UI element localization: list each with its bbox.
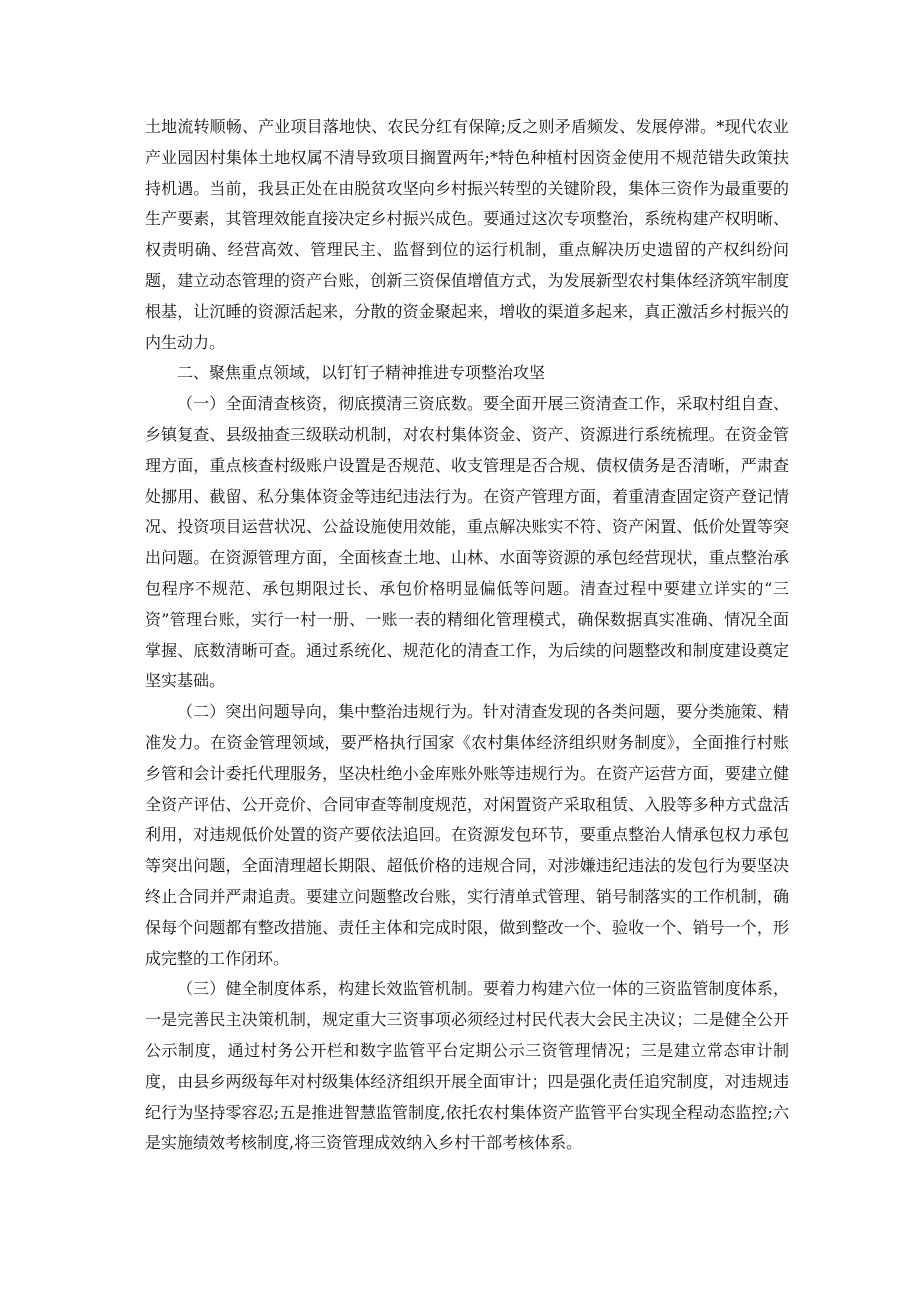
paragraph-section-2: （二）突出问题导向，集中整治违规行为。针对清查发现的各类问题，要分类施策、精准发力。在资金管理领域，要严格执行国家《农村集体经济组织财务制度》，全面推行村账乡管和会计委托代理服务，坚决杜绝小金库账外账等违规行为。在资产运营方面，要建立健全资产评估、公开竞价、合同审查等制度规范，对闲置资产采取租赁、入股等多种方式盘活利用，对违规低价处置的资产要依法追回。在资源发包环节，要重点整治人情承包权力承包等突出问题，全面清理超长期限、超低价格的违规合同，对涉嫌违纪违法的发包行为要坚决终止合同并严肃追责。要建立问题整改台账，实行清单式管理、销号制落实的工作机制，确保每个问题都有整改措施、责任主体和完成时限，做到整改一个、验收一个、销号一个，形成完整的工作闭环。: [145, 702, 789, 968]
paragraph-intro-continuation: 土地流转顺畅、产业项目落地快、农民分红有保障;反之则矛盾频发、发展停滞。*现代农业产业园因村集体土地权属不清导致项目搁置两年;*特色种植村因资金使用不规范错失政策扶持机遇。当前，我县正处在由脱贫攻坚向乡村振兴转型的关键阶段，集体三资作为最重要的生产要素，其管理效能直接决定乡村振兴成色。要通过这次专项整治，系统构建产权明晰、权责明确、经营高效、管理民主、监督到位的运行机制，重点解决历史遗留的产权纠纷问题，建立动态管理的资产台账，创新三资保值增值方式，为发展新型农村集体经济筑牢制度根基，让沉睡的资源活起来，分散的资金聚起来，增收的渠道多起来，真正激活乡村振兴的内生动力。: [145, 117, 789, 352]
document-page: [145, 112, 789, 1159]
paragraph-section-3: （三）健全制度体系，构建长效监管机制。要着力构建六位一体的三资监管制度体系，一是完善民主决策机制，规定重大三资事项必须经过村民代表大会民主决议；二是健全公开公示制度，通过村务公开栏和数字监管平台定期公示三资管理情况；三是建立常态审计制度，由县乡两级每年对村级集体经济组织开展全面审计；四是强化责任追究制度，对违规违纪行为坚持零容忍;五是推进智慧监管制度,依托农村集体资产监管平台实现全程动态监控;六是实施绩效考核制度,将三资管理成效纳入乡村干部考核体系。: [145, 979, 789, 1153]
section-heading-2: 二、聚焦重点领域，以钉钉子精神推进专项整治攻坚: [177, 363, 546, 383]
paragraph-section-1: （一）全面清查核资，彻底摸清三资底数。要全面开展三资清查工作，采取村组自查、乡镇复查、县级抽查三级联动机制，对农村集体资金、资产、资源进行系统梳理。在资金管理方面，重点核查村级账户设置是否规范、收支管理是否合规、债权债务是否清晰，严肃查处挪用、截留、私分集体资金等违纪违法行为。在资产管理方面，着重清查固定资产登记情况、投资项目运营状况、公益设施使用效能，重点解决账实不符、资产闲置、低价处置等突出问题。在资源管理方面，全面核查土地、山林、水面等资源的承包经营现状，重点整治承包程序不规范、承包期限过长、承包价格明显偏低等问题。清查过程中要建立详实的“三资”管理台账，实行一村一册、一账一表的精细化管理模式，确保数据真实准确、情况全面掌握、底数清晰可查。通过系统化、规范化的清查工作，为后续的问题整改和制度建设奠定坚实基础。: [145, 394, 789, 691]
